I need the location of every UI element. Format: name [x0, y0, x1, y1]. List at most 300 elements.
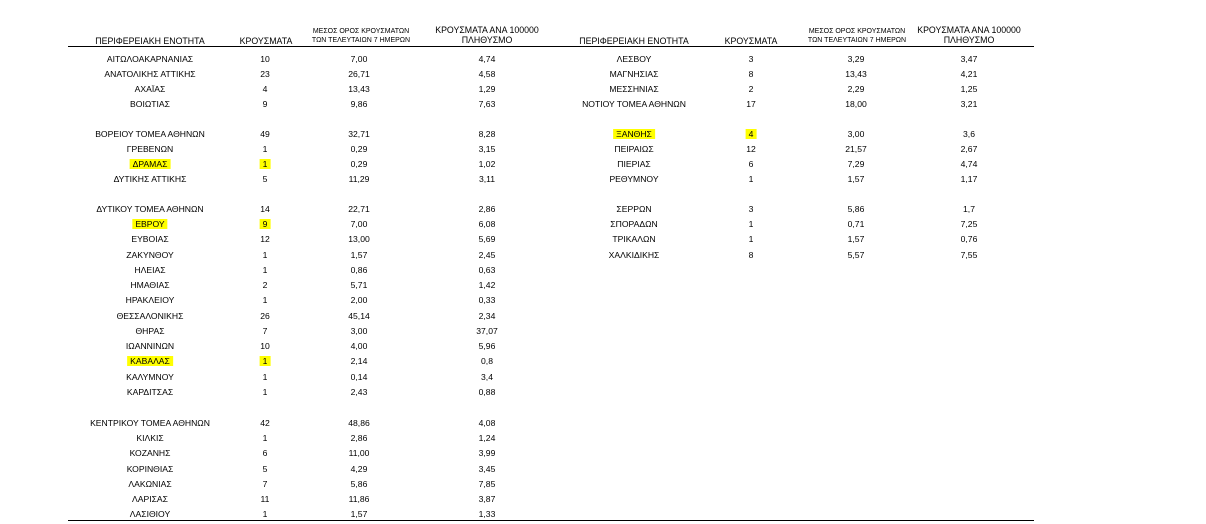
right-cell-per100k-text: 1,7: [963, 204, 975, 214]
left-cell-avg: [351, 54, 368, 65]
left-cell-cases: [263, 84, 268, 95]
left-cell-cases-text: 9: [260, 219, 271, 229]
right-cell-avg-text: 7,29: [847, 159, 865, 169]
left-cell-cases-text: 2: [262, 280, 268, 290]
left-cell-avg: [349, 174, 370, 185]
left-cell-cases: [260, 129, 270, 140]
left-cell-region: [127, 464, 174, 475]
right-cell-avg-text: 21,57: [845, 144, 867, 154]
right-cell-region-text: ΛΕΣΒΟΥ: [616, 54, 652, 64]
left-cell-avg: [348, 204, 370, 215]
right-cell-cases-text: 17: [746, 99, 756, 109]
left-cell-region: [135, 326, 164, 337]
left-cell-avg: [351, 326, 368, 337]
left-cell-region-text: ΘΕΣΣΑΛΟΝΙΚΗΣ: [116, 311, 184, 321]
right-cell-per100k-text: 4,21: [960, 69, 978, 79]
left-cell-avg: [348, 129, 370, 140]
left-cell-avg: [348, 69, 370, 80]
left-cell-region-text: ΚΙΛΚΙΣ: [136, 433, 164, 443]
left-cell-region: [127, 387, 173, 398]
right-cell-region: [617, 54, 652, 65]
bottom-rule: [68, 520, 1034, 521]
right-cell-region-text: ΜΕΣΣΗΝΙΑΣ: [609, 84, 659, 94]
right-cell-per100k-text: 7,55: [960, 250, 978, 260]
left-cell-avg: [351, 250, 368, 261]
right-cell-avg-text: 0,71: [847, 219, 865, 229]
left-cell-per100k: [479, 84, 496, 95]
left-cell-per100k-text: 1,42: [478, 280, 496, 290]
left-cell-avg-text: 5,71: [350, 280, 368, 290]
left-cell-per100k: [479, 265, 496, 276]
right-cell-region: [617, 159, 651, 170]
left-cell-region-text: ΗΜΑΘΙΑΣ: [130, 280, 170, 290]
left-cell-avg-text: 13,00: [348, 234, 370, 244]
right-cell-per100k-text: 7,25: [960, 219, 978, 229]
left-cell-avg: [351, 341, 368, 352]
left-cell-cases: [263, 99, 268, 110]
right-cell-per100k: [961, 69, 978, 80]
left-header-per100k-line2: ΠΛΗΘΥΣΜΟ: [461, 35, 513, 45]
left-cell-cases-text: 6: [262, 448, 268, 458]
left-cell-avg-text: 4,00: [350, 341, 368, 351]
left-cell-per100k-text: 3,45: [478, 464, 496, 474]
left-cell-per100k-text: 7,63: [478, 99, 496, 109]
right-cell-per100k-text: 2,67: [960, 144, 978, 154]
right-cell-avg: [845, 144, 867, 155]
right-cell-cases-text: 8: [748, 69, 754, 79]
right-cell-region-text: ΣΠΟΡΑΔΩΝ: [610, 219, 658, 229]
left-cell-region: [126, 372, 174, 383]
left-cell-cases-text: 10: [260, 54, 270, 64]
left-cell-per100k: [479, 204, 496, 215]
left-cell-per100k: [479, 448, 496, 459]
left-cell-region-text: ΓΡΕΒΕΝΩΝ: [126, 144, 174, 154]
left-cell-avg-text: 32,71: [348, 129, 370, 139]
left-cell-per100k-text: 6,08: [478, 219, 496, 229]
left-cell-region: [127, 356, 173, 367]
left-cell-per100k-text: 5,96: [478, 341, 496, 351]
left-cell-cases-text: 7: [262, 479, 268, 489]
left-cell-per100k-text: 8,28: [478, 129, 496, 139]
left-cell-per100k: [479, 174, 495, 185]
left-cell-cases: [260, 204, 270, 215]
left-cell-per100k-text: 4,08: [478, 418, 496, 428]
left-cell-region: [130, 509, 170, 520]
left-cell-region-text: ΗΡΑΚΛΕΙΟΥ: [125, 295, 175, 305]
left-cell-region: [127, 144, 174, 155]
left-cell-per100k: [479, 219, 496, 230]
right-header-region: ΠΕΡΙΦΕΡΕΙΑΚΗ ΕΝΟΤΗΤΑ: [579, 36, 689, 46]
left-cell-cases-text: 1: [262, 509, 268, 519]
left-cell-region: [134, 265, 165, 276]
left-cell-avg: [351, 387, 368, 398]
right-cell-cases: [749, 84, 754, 95]
left-header-region: ΠΕΡΙΦΕΡΕΙΑΚΗ ΕΝΟΤΗΤΑ: [95, 36, 205, 46]
left-cell-region: [96, 204, 203, 215]
left-cell-per100k: [479, 509, 496, 520]
right-cell-avg: [848, 54, 865, 65]
right-cell-avg-text: 5,86: [847, 204, 865, 214]
left-cell-avg: [351, 479, 368, 490]
left-cell-region: [132, 219, 167, 230]
left-cell-region-text: ΚΑΛΥΜΝΟΥ: [126, 372, 174, 382]
left-cell-per100k: [479, 494, 496, 505]
left-cell-region: [131, 234, 168, 245]
left-cell-per100k-text: 2,45: [478, 250, 496, 260]
left-cell-per100k: [479, 418, 496, 429]
left-cell-per100k: [479, 464, 496, 475]
right-cell-per100k-text: 3,6: [963, 129, 975, 139]
left-cell-avg-text: 7,00: [350, 219, 368, 229]
left-cell-avg-text: 0,86: [350, 265, 368, 275]
left-cell-per100k: [476, 326, 498, 337]
left-cell-cases: [263, 448, 268, 459]
left-cell-region: [114, 174, 187, 185]
left-header-avg-line2: ΤΩΝ ΤΕΛΕΥΤΑΙΩΝ 7 ΗΜΕΡΩΝ: [311, 37, 411, 44]
left-cell-avg-text: 11,00: [348, 448, 370, 458]
right-header-avg-line2: ΤΩΝ ΤΕΛΕΥΤΑΙΩΝ 7 ΗΜΕΡΩΝ: [807, 37, 907, 44]
right-cell-avg: [848, 219, 865, 230]
left-cell-avg-text: 26,71: [348, 69, 370, 79]
left-cell-cases-text: 1: [262, 250, 268, 260]
right-cell-avg: [848, 234, 865, 245]
left-cell-region: [130, 448, 171, 459]
left-cell-avg: [348, 311, 370, 322]
left-cell-per100k-text: 1,02: [478, 159, 496, 169]
right-cell-per100k: [961, 144, 978, 155]
left-cell-cases: [263, 295, 268, 306]
left-cell-per100k-text: 3,11: [478, 174, 496, 184]
left-cell-cases: [263, 372, 268, 383]
right-cell-per100k: [961, 84, 978, 95]
left-cell-per100k: [479, 479, 496, 490]
left-cell-per100k-text: 37,07: [476, 326, 498, 336]
left-cell-region-text: ΛΑΣΙΘΙΟΥ: [129, 509, 171, 519]
left-header-cases: ΚΡΟΥΣΜΑΤΑ: [239, 36, 293, 46]
right-cell-cases-text: 1: [748, 219, 754, 229]
right-cell-region: [582, 99, 686, 110]
right-cell-cases: [749, 159, 754, 170]
right-cell-region-text: ΠΙΕΡΙΑΣ: [617, 159, 651, 169]
left-cell-per100k: [481, 356, 493, 367]
left-cell-cases: [263, 265, 268, 276]
left-cell-region-text: ΕΒΡΟΥ: [132, 219, 167, 229]
left-cell-region-text: ΒΟΡΕΙΟΥ ΤΟΜΕΑ ΑΘΗΝΩΝ: [95, 129, 205, 139]
left-cell-per100k: [479, 311, 496, 322]
right-cell-cases-text: 12: [746, 144, 756, 154]
left-cell-per100k-text: 2,86: [478, 204, 496, 214]
right-cell-cases-text: 6: [748, 159, 754, 169]
right-cell-region: [616, 204, 651, 215]
left-cell-cases-text: 10: [260, 341, 270, 351]
left-cell-per100k-text: 3,15: [478, 144, 496, 154]
left-cell-per100k: [479, 129, 496, 140]
left-cell-avg-text: 5,86: [350, 479, 368, 489]
left-cell-per100k-text: 7,85: [478, 479, 496, 489]
left-cell-avg-text: 0,29: [350, 159, 368, 169]
left-cell-cases-text: 26: [260, 311, 270, 321]
left-cell-cases: [263, 433, 268, 444]
left-cell-cases: [263, 174, 268, 185]
left-cell-per100k-text: 1,29: [478, 84, 496, 94]
right-cell-cases: [749, 204, 754, 215]
left-cell-avg-text: 22,71: [348, 204, 370, 214]
left-cell-avg: [351, 99, 368, 110]
left-cell-avg-text: 4,29: [350, 464, 368, 474]
left-cell-region: [135, 84, 166, 95]
left-cell-cases: [263, 280, 268, 291]
right-cell-avg-text: 18,00: [845, 99, 867, 109]
left-cell-region-text: ΗΛΕΙΑΣ: [134, 265, 166, 275]
right-cell-per100k: [961, 99, 978, 110]
left-cell-avg-text: 45,14: [348, 311, 370, 321]
right-cell-per100k: [963, 204, 975, 215]
left-cell-avg-text: 48,86: [348, 418, 370, 428]
left-cell-cases-text: 4: [262, 84, 268, 94]
right-cell-avg-text: 1,57: [847, 174, 865, 184]
left-cell-per100k: [479, 159, 496, 170]
right-cell-per100k-text: 4,74: [960, 159, 978, 169]
left-cell-avg-text: 1,57: [350, 509, 368, 519]
right-cell-region-text: ΠΕΙΡΑΙΩΣ: [614, 144, 654, 154]
left-cell-cases-text: 11: [260, 494, 270, 504]
right-cell-cases: [749, 250, 754, 261]
left-cell-per100k: [479, 69, 496, 80]
left-cell-avg: [348, 234, 370, 245]
right-cell-cases: [746, 129, 757, 140]
left-cell-avg-text: 1,57: [350, 250, 368, 260]
right-header-per100k-line1: ΚΡΟΥΣΜΑΤΑ ΑΝΑ 100000: [917, 25, 1021, 35]
left-cell-cases: [261, 494, 270, 505]
left-cell-avg-text: 9,86: [350, 99, 368, 109]
left-cell-cases-text: 23: [260, 69, 270, 79]
left-cell-region-text: ΙΩΑΝΝΙΝΩΝ: [125, 341, 175, 351]
left-cell-per100k-text: 3,87: [478, 494, 496, 504]
right-cell-avg: [848, 159, 865, 170]
left-cell-region-text: ΔΥΤΙΚΟΥ ΤΟΜΕΑ ΑΘΗΝΩΝ: [96, 204, 204, 214]
right-cell-avg: [848, 174, 865, 185]
right-cell-cases-text: 4: [746, 129, 757, 139]
left-cell-region-text: ΑΙΤΩΛΟΑΚΑΡΝΑΝΙΑΣ: [106, 54, 194, 64]
left-header-avg-line1: ΜΕΣΟΣ ΟΡΟΣ ΚΡΟΥΣΜΑΤΩΝ: [312, 28, 410, 35]
left-cell-per100k: [479, 234, 496, 245]
left-cell-region: [136, 433, 163, 444]
right-cell-region-text: ΞΑΝΘΗΣ: [613, 129, 655, 139]
right-cell-per100k: [961, 174, 978, 185]
right-cell-per100k-text: 3,21: [960, 99, 978, 109]
left-cell-per100k: [479, 280, 496, 291]
left-cell-region: [132, 494, 168, 505]
right-cell-region: [610, 219, 657, 230]
left-cell-cases: [263, 509, 268, 520]
left-cell-avg: [351, 433, 368, 444]
right-cell-cases: [746, 99, 756, 110]
left-cell-region-text: ΚΑΡΔΙΤΣΑΣ: [126, 387, 174, 397]
left-cell-cases-text: 42: [260, 418, 270, 428]
left-cell-region-text: ΑΧΑΪΑΣ: [134, 84, 166, 94]
right-cell-avg-text: 3,00: [847, 129, 865, 139]
left-cell-per100k-text: 1,24: [478, 433, 496, 443]
right-cell-cases-text: 1: [748, 174, 754, 184]
left-cell-region-text: ΘΗΡΑΣ: [135, 326, 165, 336]
left-cell-region: [126, 250, 173, 261]
left-cell-region: [104, 69, 195, 80]
right-header-cases: ΚΡΟΥΣΜΑΤΑ: [724, 36, 778, 46]
left-cell-region-text: ΚΟΖΑΝΗΣ: [129, 448, 171, 458]
left-cell-avg-text: 11,86: [348, 494, 370, 504]
right-cell-cases: [749, 219, 754, 230]
left-cell-region-text: ΑΝΑΤΟΛΙΚΗΣ ΑΤΤΙΚΗΣ: [104, 69, 196, 79]
left-cell-avg-text: 2,00: [350, 295, 368, 305]
left-cell-cases-text: 1: [262, 433, 268, 443]
left-cell-region: [130, 99, 170, 110]
left-cell-avg: [348, 84, 370, 95]
right-cell-region: [609, 250, 660, 261]
left-cell-cases-text: 5: [262, 464, 268, 474]
right-cell-region: [614, 144, 653, 155]
right-cell-per100k: [963, 129, 975, 140]
right-cell-region-text: ΣΕΡΡΩΝ: [616, 204, 652, 214]
left-cell-cases-text: 49: [260, 129, 270, 139]
left-cell-avg: [349, 494, 370, 505]
right-cell-avg: [848, 204, 865, 215]
left-cell-per100k: [479, 250, 496, 261]
right-cell-cases-text: 3: [748, 204, 754, 214]
left-cell-region-text: ΔΥΤΙΚΗΣ ΑΤΤΙΚΗΣ: [113, 174, 187, 184]
right-cell-per100k: [961, 159, 978, 170]
right-cell-per100k-text: 3,47: [960, 54, 978, 64]
left-cell-cases-text: 7: [262, 326, 268, 336]
right-cell-cases-text: 1: [748, 234, 754, 244]
left-cell-region-text: ΛΑΚΩΝΙΑΣ: [128, 479, 172, 489]
left-cell-region: [130, 280, 169, 291]
left-cell-avg: [351, 372, 368, 383]
left-cell-per100k: [479, 144, 496, 155]
left-cell-avg-text: 2,14: [350, 356, 368, 366]
right-cell-avg-text: 2,29: [847, 84, 865, 94]
left-cell-cases: [263, 387, 268, 398]
right-cell-cases-text: 2: [748, 84, 754, 94]
left-cell-per100k-text: 0,63: [478, 265, 496, 275]
left-cell-cases: [263, 326, 268, 337]
left-cell-cases: [260, 159, 271, 170]
left-cell-cases: [263, 144, 268, 155]
left-cell-region-text: ΚΟΡΙΝΘΙΑΣ: [126, 464, 174, 474]
left-header-per100k-line1: ΚΡΟΥΣΜΑΤΑ ΑΝΑ 100000: [435, 25, 539, 35]
left-cell-cases-text: 9: [262, 99, 268, 109]
left-cell-cases-text: 1: [262, 265, 268, 275]
left-cell-avg: [351, 509, 368, 520]
left-cell-region-text: ΛΑΡΙΣΑΣ: [132, 494, 168, 504]
left-cell-region: [126, 295, 175, 306]
right-cell-avg: [848, 129, 865, 140]
left-cell-cases-text: 14: [260, 204, 270, 214]
right-cell-per100k: [961, 54, 978, 65]
left-cell-cases-text: 1: [262, 144, 268, 154]
right-cell-per100k: [961, 219, 978, 230]
left-cell-avg: [351, 159, 368, 170]
left-cell-per100k: [479, 295, 496, 306]
right-cell-cases-text: 8: [748, 250, 754, 260]
left-cell-cases: [260, 418, 270, 429]
left-cell-per100k-text: 0,33: [478, 295, 496, 305]
left-cell-per100k: [481, 372, 493, 383]
right-cell-cases: [749, 174, 754, 185]
left-cell-cases-text: 5: [262, 174, 268, 184]
right-cell-region: [609, 174, 658, 185]
left-cell-per100k-text: 5,69: [478, 234, 496, 244]
left-cell-cases-text: 1: [262, 295, 268, 305]
right-cell-cases-text: 3: [748, 54, 754, 64]
left-cell-cases: [260, 234, 270, 245]
left-cell-per100k-text: 3,4: [481, 372, 493, 382]
left-cell-cases: [263, 250, 268, 261]
left-cell-avg-text: 2,86: [350, 433, 368, 443]
left-cell-region: [107, 54, 193, 65]
right-cell-per100k: [961, 250, 978, 261]
right-header-per100k-line2: ΠΛΗΘΥΣΜΟ: [943, 35, 995, 45]
left-cell-region: [117, 311, 184, 322]
left-cell-avg-text: 0,14: [350, 372, 368, 382]
left-cell-cases-text: 12: [260, 234, 270, 244]
right-cell-region-text: ΧΑΛΚΙΔΙΚΗΣ: [608, 250, 660, 260]
left-cell-per100k: [479, 387, 496, 398]
left-cell-per100k-text: 0,88: [478, 387, 496, 397]
right-cell-per100k-text: 0,76: [960, 234, 978, 244]
left-cell-avg-text: 0,29: [350, 144, 368, 154]
left-cell-region: [126, 341, 174, 352]
right-cell-avg: [848, 84, 865, 95]
right-cell-cases: [746, 144, 756, 155]
left-cell-per100k-text: 4,58: [478, 69, 496, 79]
left-cell-avg: [351, 295, 368, 306]
left-cell-cases: [260, 219, 271, 230]
left-cell-cases-text: 1: [260, 356, 271, 366]
left-cell-region-text: ΚΕΝΤΡΙΚΟΥ ΤΟΜΕΑ ΑΘΗΝΩΝ: [90, 418, 210, 428]
left-cell-avg: [351, 464, 368, 475]
right-cell-per100k-text: 1,17: [960, 174, 978, 184]
left-cell-avg: [349, 448, 370, 459]
left-cell-region: [90, 418, 210, 429]
left-cell-cases: [263, 464, 268, 475]
left-cell-cases-text: 1: [260, 159, 271, 169]
left-cell-avg-text: 7,00: [350, 54, 368, 64]
right-cell-avg-text: 1,57: [847, 234, 865, 244]
right-cell-region: [613, 129, 655, 140]
left-cell-cases: [260, 54, 270, 65]
left-cell-per100k: [479, 99, 496, 110]
left-cell-avg-text: 2,43: [350, 387, 368, 397]
right-cell-cases: [749, 234, 754, 245]
right-cell-avg-text: 5,57: [847, 250, 865, 260]
left-cell-region-text: ΕΥΒΟΙΑΣ: [131, 234, 169, 244]
left-cell-region-text: ΒΟΙΩΤΙΑΣ: [130, 99, 170, 109]
left-cell-per100k-text: 0,8: [481, 356, 493, 366]
right-cell-region-text: ΜΑΓΝΗΣΙΑΣ: [609, 69, 659, 79]
left-cell-region-text: ΖΑΚΥΝΘΟΥ: [126, 250, 174, 260]
right-cell-cases: [749, 69, 754, 80]
left-cell-avg-text: 13,43: [348, 84, 370, 94]
right-cell-region-text: ΤΡΙΚΑΛΩΝ: [612, 234, 656, 244]
right-cell-avg: [845, 99, 867, 110]
left-cell-per100k: [479, 54, 496, 65]
left-cell-region: [95, 129, 205, 140]
left-cell-avg: [351, 356, 368, 367]
left-cell-region: [128, 479, 171, 490]
right-cell-region: [609, 84, 658, 95]
right-cell-per100k-text: 1,25: [960, 84, 978, 94]
right-cell-region: [612, 234, 655, 245]
